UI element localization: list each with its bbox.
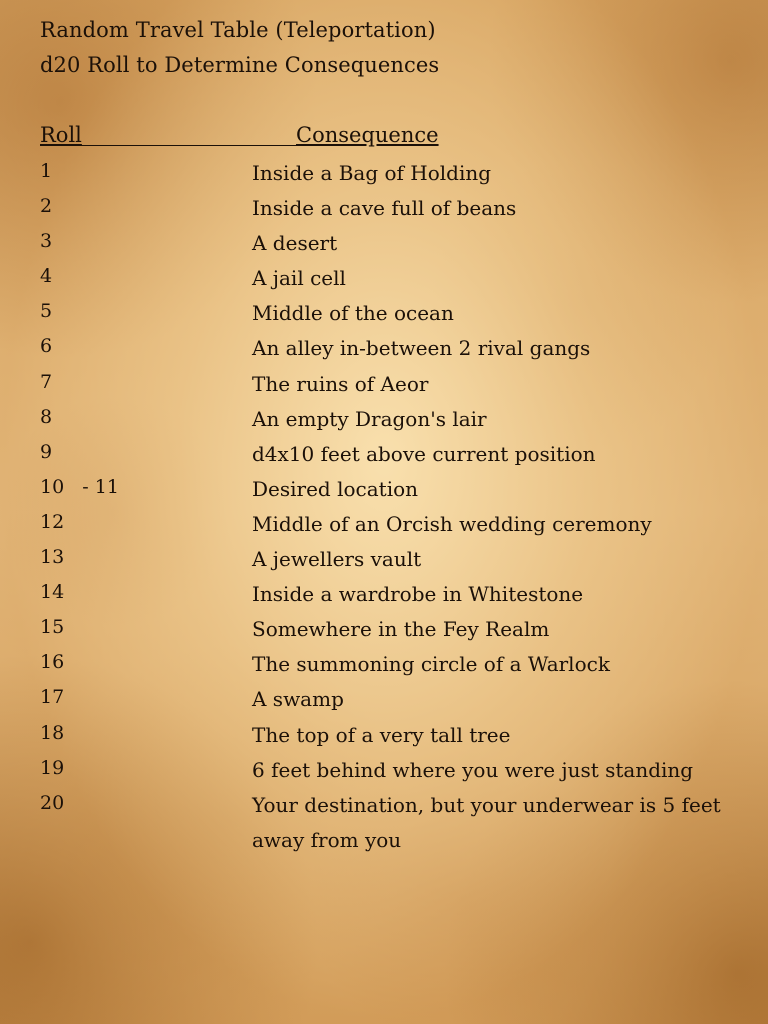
consequence-column-header: Consequence [296, 123, 439, 147]
roll-value: 15 [40, 616, 65, 639]
table-row [0, 191, 768, 226]
consequence-text: Your destination, but your underwear is 5 feet away from you [252, 792, 721, 852]
consequence-text: An alley in-between 2 rival gangs [252, 336, 591, 361]
table-row [0, 226, 768, 261]
roll-value: 16 [40, 651, 65, 674]
roll-value: 20 [40, 791, 65, 814]
roll-value: 19 [40, 756, 65, 779]
table-row [0, 437, 768, 472]
header-divider [78, 145, 296, 146]
consequence-text: A desert [252, 231, 338, 256]
table-row [0, 507, 768, 542]
table-row [0, 156, 768, 191]
consequence-text: Middle of an Orcish wedding ceremony [252, 511, 652, 536]
roll-value: 7 [40, 370, 53, 393]
consequence-text: Inside a cave full of beans [252, 196, 517, 221]
roll-value: 9 [40, 440, 53, 463]
table-row [0, 647, 768, 682]
table-row [0, 331, 768, 366]
roll-column-header: Roll [40, 123, 82, 147]
table-row [0, 402, 768, 437]
consequence-text: Inside a Bag of Holding [252, 161, 492, 185]
roll-value: 18 [40, 721, 65, 744]
table-row [0, 577, 768, 612]
table-row [0, 682, 768, 717]
page-subtitle: d20 Roll to Determine Consequences [40, 53, 440, 77]
consequence-text: The summoning circle of a Warlock [252, 652, 610, 677]
roll-value: 1 [40, 160, 53, 182]
table-row [0, 542, 768, 577]
consequence-text: A jail cell [252, 266, 346, 291]
consequence-text: A swamp [252, 687, 344, 712]
table-row [0, 718, 768, 753]
roll-value: 10 - 11 [40, 475, 119, 498]
roll-value: 2 [40, 195, 53, 218]
table-row [0, 612, 768, 647]
table-row [0, 296, 768, 331]
table-row [0, 788, 768, 858]
consequence-text: A jewellers vault [252, 547, 422, 572]
table-row [0, 367, 768, 402]
consequence-text: Inside a wardrobe in Whitestone [252, 582, 584, 607]
roll-value: 13 [40, 546, 65, 569]
consequence-text: The top of a very tall tree [252, 722, 511, 747]
consequence-text: An empty Dragon's lair [252, 406, 487, 431]
consequence-text: 6 feet behind where you were just standing [252, 757, 694, 782]
roll-value: 8 [40, 405, 53, 428]
roll-value: 5 [40, 300, 53, 323]
table-row [0, 261, 768, 296]
roll-value: 6 [40, 335, 53, 358]
roll-value: 14 [40, 581, 65, 604]
consequence-text: Somewhere in the Fey Realm [252, 617, 550, 642]
roll-value: 4 [40, 265, 53, 288]
table-row [0, 753, 768, 788]
roll-value: 12 [40, 510, 65, 533]
roll-value: 17 [40, 686, 65, 709]
roll-value: 3 [40, 230, 53, 253]
consequence-text: Desired location [252, 476, 419, 501]
consequence-text: The ruins of Aeor [252, 371, 429, 396]
table-row [0, 472, 768, 507]
consequence-text: Middle of the ocean [252, 301, 454, 326]
page-title: Random Travel Table (Teleportation) [40, 18, 436, 42]
consequence-table [0, 156, 768, 858]
consequence-text: d4x10 feet above current position [252, 441, 596, 466]
